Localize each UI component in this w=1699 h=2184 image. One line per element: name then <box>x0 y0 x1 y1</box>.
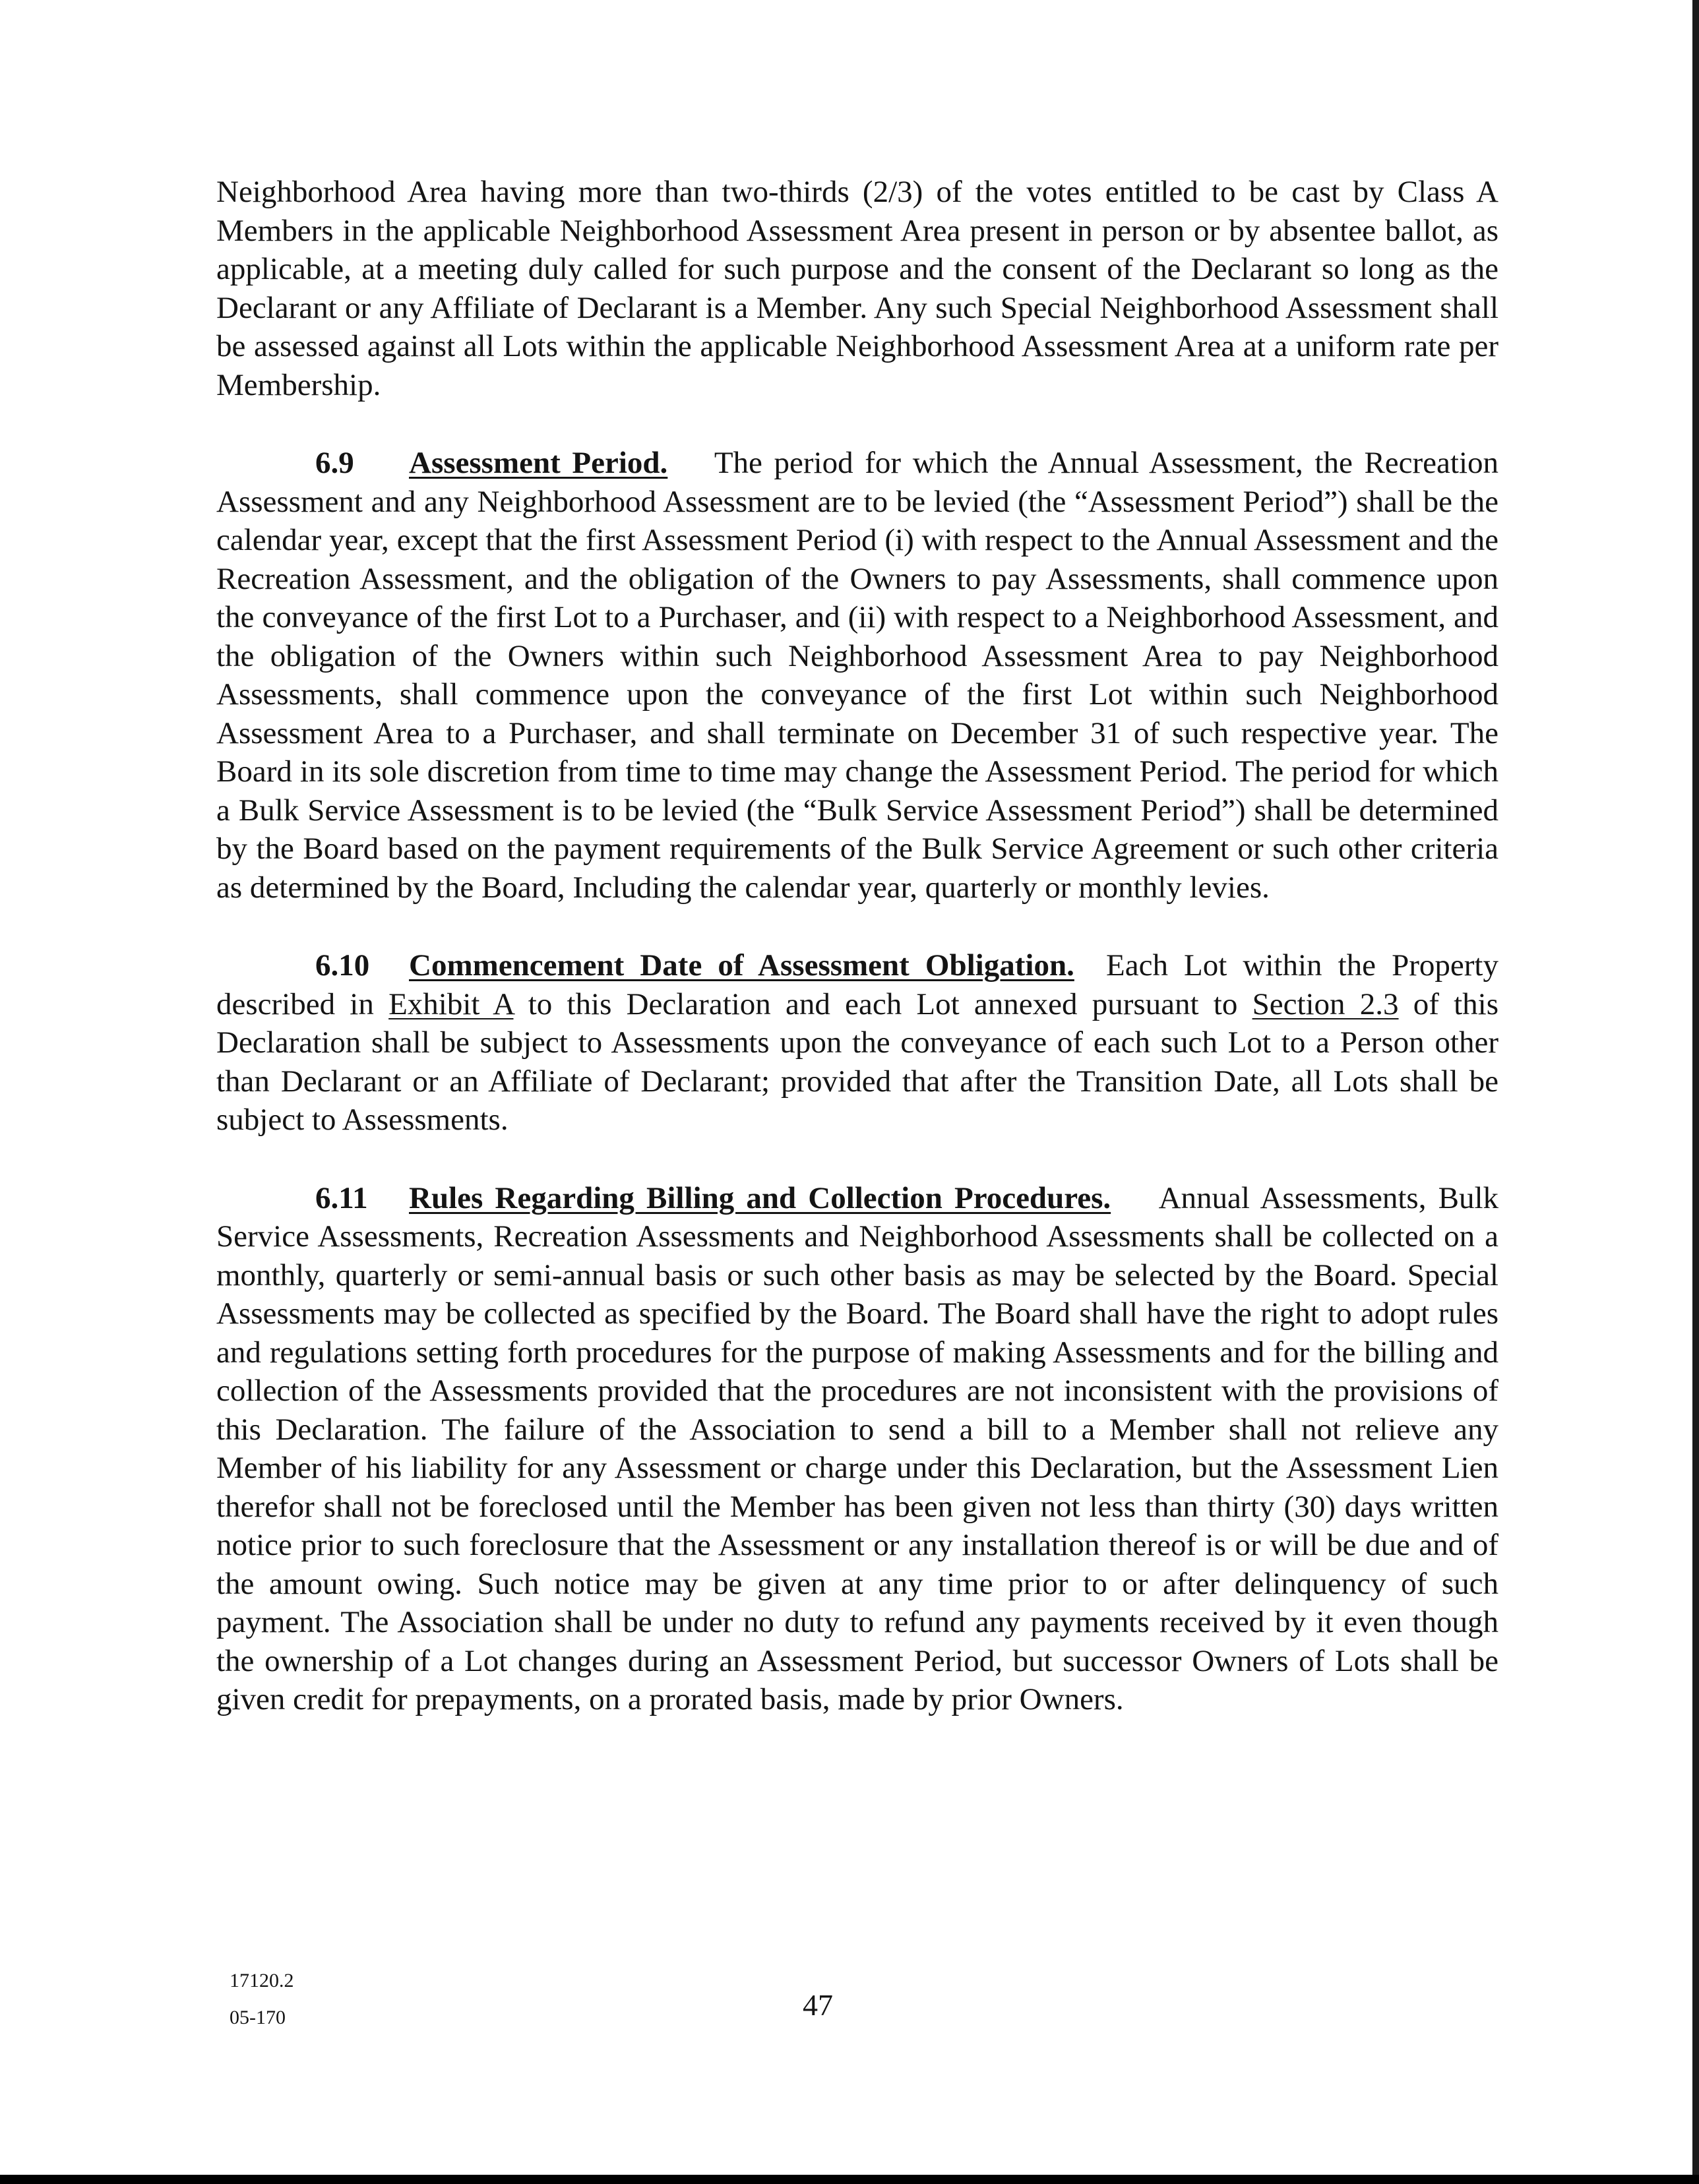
section-body-part-3: of this Declaration shall be subject to Assessments upon the conveyance of each such Lot to a Person other than Declarant or an Affiliate of Declarant; provided that after the Transition Date, all Lots shall be subject to Assessments. <box>216 986 1499 1137</box>
exhibit-reference: Exhibit A <box>388 986 514 1021</box>
intro-text: Neighborhood Area having more than two-thirds (2/3) of the votes entitled to be cast by Class A Members in the applicable Neighborhood Assessment Area present in person or by absentee ballot, as applicable, at a meeting duly called for such purpose and the consent of the Declarant so long as the Declarant or any Affiliate of Declarant is a Member. Any such Special Neighborhood Assessment shall be assessed against all Lots within the applicable Neighborhood Assessment Area at a uniform rate per Membership. <box>216 175 1498 402</box>
file-code: 05-170 <box>230 2007 286 2028</box>
section-6-9 <box>216 444 1498 907</box>
page-number: 47 <box>803 1988 833 2022</box>
section-body-part-1: Each Lot within the Property described in <box>216 948 1498 1021</box>
document-body <box>216 173 1498 1719</box>
scan-edge-bottom <box>0 2175 1699 2184</box>
section-reference: Section 2.3 <box>1252 986 1399 1021</box>
section-body-part-2: to this Declaration and each Lot annexed pursuant to <box>513 986 1252 1021</box>
intro-paragraph <box>216 173 1498 404</box>
section-6-10 <box>216 946 1498 1139</box>
section-number: 6.11 <box>315 1180 368 1215</box>
section-number: 6.10 <box>315 948 370 983</box>
scan-edge-right <box>1692 0 1699 2184</box>
section-body: The period for which the Annual Assessment, the Recreation Assessment and any Neighborhood Assessment are to be levied (the “Assessment Period”) shall be the calendar year, except that the first Assessment Period (i) with respect to the Annual Assessment and the Recreation Assessment, and the obligation of the Owners to pay Assessments, shall commence upon the conveyance of the first Lot to a Purchaser, and (ii) with respect to a Neighborhood Assessment, and the obligation of the Owners within such Neighborhood Assessment Area to pay Neighborhood Assessments, shall commence upon the conveyance of the first Lot within such Neighborhood Assessment Area to a Purchaser, and shall terminate on December 31 of such respective year. The Board in its sole discretion from time to time may change the Assessment Period. The period for which a Bulk Service Assessment is to be levied (the “Bulk Service Assessment Period”) shall be determined by the Board based on the payment requirements of the Bulk Service Agreement or such other criteria as determined by the Board, Including the calendar year, quarterly or monthly levies. <box>216 446 1498 905</box>
section-title: Assessment Period. <box>409 446 668 480</box>
section-number: 6.9 <box>315 446 354 480</box>
section-title: Commencement Date of Assessment Obligation. <box>409 948 1074 983</box>
section-body: Annual Assessments, Bulk Service Assessments, Recreation Assessments and Neighborhood Assessments shall be collected on a monthly, quarterly or semi-annual basis or such other basis as may be selected by the Board. Special Assessments may be collected as specified by the Board. The Board shall have the right to adopt rules and regulations setting forth procedures for the purpose of making Assessments and for the billing and collection of the Assessments provided that the procedures are not inconsistent with the provisions of this Declaration. The failure of the Association to send a bill to a Member shall not relieve any Member of his liability for any Assessment or charge under this Declaration, but the Assessment Lien therefor shall not be foreclosed until the Member has been given not less than thirty (30) days written notice prior to such foreclosure that the Assessment or any installation thereof is or will be due and of the amount owing. Such notice may be given at any time prior to or after delinquency of such payment. The Association shall be under no duty to refund any payments received by it even though the ownership of a Lot changes during an Assessment Period, but successor Owners of Lots shall be given credit for prepayments, on a prorated basis, made by prior Owners. <box>216 1180 1498 1716</box>
footer-document-codes <box>230 1962 294 2036</box>
document-code: 17120.2 <box>230 1970 294 1991</box>
section-title: Rules Regarding Billing and Collection Procedures. <box>409 1180 1111 1215</box>
section-6-11 <box>216 1179 1498 1719</box>
